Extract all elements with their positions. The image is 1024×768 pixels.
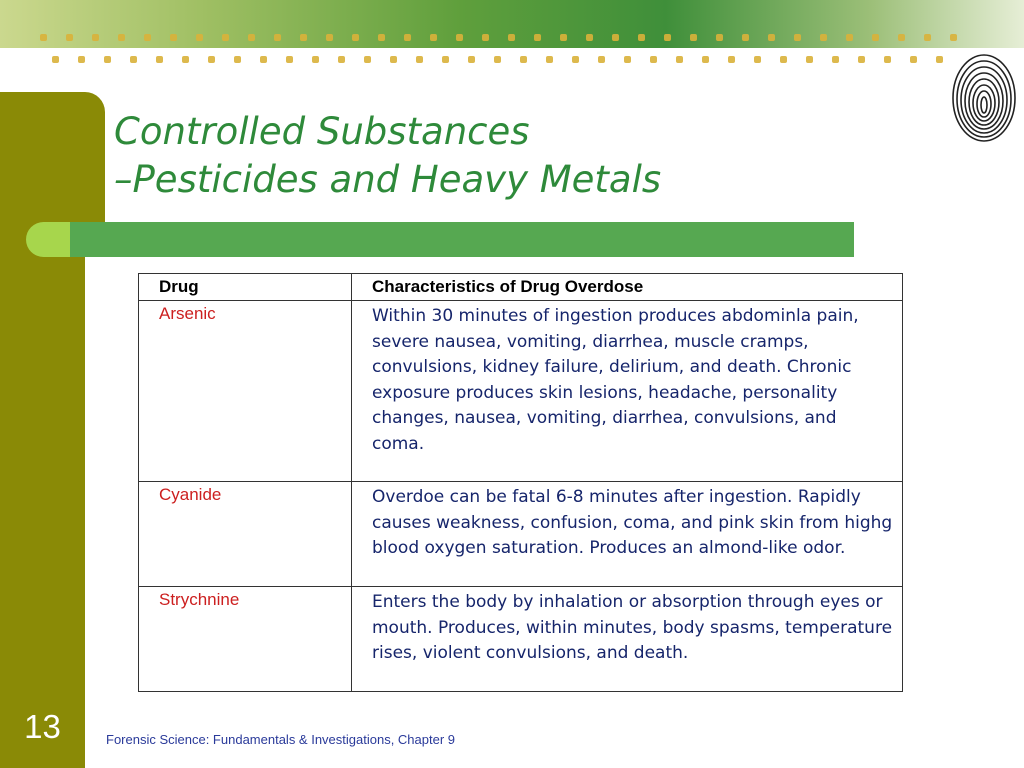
drug-name: Strychnine bbox=[139, 587, 352, 692]
left-sidebar-cap bbox=[85, 92, 105, 222]
table-row bbox=[139, 587, 903, 692]
decorative-dot bbox=[92, 34, 99, 41]
decorative-dot bbox=[676, 56, 683, 63]
decorative-dot bbox=[702, 56, 709, 63]
decorative-dot bbox=[416, 56, 423, 63]
decorative-dot bbox=[456, 34, 463, 41]
decorative-dots bbox=[0, 0, 1024, 90]
decorative-dot bbox=[950, 34, 957, 41]
decorative-dot bbox=[104, 56, 111, 63]
decorative-dot bbox=[728, 56, 735, 63]
decorative-dot bbox=[390, 56, 397, 63]
decorative-dot bbox=[170, 34, 177, 41]
drug-overdose-table bbox=[138, 273, 903, 692]
decorative-dot bbox=[364, 56, 371, 63]
drug-description: Within 30 minutes of ingestion produces abdominla pain, severe nausea, vomiting, diarrhea, muscle cramps, convulsions, kidney failure, delirium, and death. Chronic exposure produces skin lesions, headache, personality changes, nausea, vomiting, diarrhea, convulsions, and coma. bbox=[352, 301, 903, 482]
decorative-dot bbox=[586, 34, 593, 41]
decorative-dot bbox=[560, 34, 567, 41]
decorative-dot bbox=[754, 56, 761, 63]
decorative-dot bbox=[52, 56, 59, 63]
table-row bbox=[139, 301, 903, 482]
decorative-dot bbox=[430, 34, 437, 41]
decorative-dot bbox=[820, 34, 827, 41]
footer-text: Forensic Science: Fundamentals & Investigations, Chapter 9 bbox=[106, 732, 456, 747]
decorative-dot bbox=[664, 34, 671, 41]
title-accent-bar bbox=[26, 222, 854, 257]
decorative-dot bbox=[260, 56, 267, 63]
decorative-dot bbox=[40, 34, 47, 41]
drug-description: Overdoe can be fatal 6-8 minutes after ingestion. Rapidly causes weakness, confusion, coma, and pink skin from highg blood oxygen saturation. Produces an almond-like odor. bbox=[352, 482, 903, 587]
decorative-dot bbox=[716, 34, 723, 41]
decorative-dot bbox=[650, 56, 657, 63]
drug-name: Cyanide bbox=[139, 482, 352, 587]
decorative-dot bbox=[780, 56, 787, 63]
decorative-dot bbox=[534, 34, 541, 41]
decorative-dot bbox=[624, 56, 631, 63]
decorative-dot bbox=[182, 56, 189, 63]
decorative-dot bbox=[312, 56, 319, 63]
decorative-dot bbox=[936, 56, 943, 63]
slide-title-line-2: –Pesticides and Heavy Metals bbox=[114, 158, 662, 201]
slide-number: 13 bbox=[24, 708, 61, 745]
decorative-dot bbox=[832, 56, 839, 63]
decorative-dot bbox=[66, 34, 73, 41]
table-row bbox=[139, 482, 903, 587]
decorative-dot bbox=[130, 56, 137, 63]
decorative-dot bbox=[598, 56, 605, 63]
table-header-row bbox=[139, 274, 903, 301]
decorative-dot bbox=[794, 34, 801, 41]
decorative-dot bbox=[144, 34, 151, 41]
decorative-dot bbox=[846, 34, 853, 41]
decorative-dot bbox=[612, 34, 619, 41]
decorative-dot bbox=[898, 34, 905, 41]
decorative-dot bbox=[910, 56, 917, 63]
decorative-dot bbox=[494, 56, 501, 63]
decorative-dot bbox=[508, 34, 515, 41]
decorative-dot bbox=[442, 56, 449, 63]
decorative-dot bbox=[690, 34, 697, 41]
decorative-dot bbox=[286, 56, 293, 63]
accent-bar-fill bbox=[70, 222, 854, 257]
table-header-drug: Drug bbox=[139, 274, 352, 301]
decorative-dot bbox=[742, 34, 749, 41]
decorative-dot bbox=[924, 34, 931, 41]
decorative-dot bbox=[196, 34, 203, 41]
drug-description: Enters the body by inhalation or absorption through eyes or mouth. Produces, within minutes, body spasms, temperature rises, violent convulsions, and death. bbox=[352, 587, 903, 692]
decorative-dot bbox=[208, 56, 215, 63]
decorative-dot bbox=[638, 34, 645, 41]
decorative-dot bbox=[520, 56, 527, 63]
slide-title bbox=[114, 108, 874, 204]
left-sidebar bbox=[0, 92, 85, 768]
decorative-dot bbox=[468, 56, 475, 63]
decorative-dot bbox=[300, 34, 307, 41]
drug-name: Arsenic bbox=[139, 301, 352, 482]
decorative-dot bbox=[768, 34, 775, 41]
decorative-dot bbox=[352, 34, 359, 41]
decorative-dot bbox=[156, 56, 163, 63]
slide-title-line-1: Controlled Substances bbox=[114, 110, 530, 153]
decorative-dot bbox=[326, 34, 333, 41]
decorative-dot bbox=[338, 56, 345, 63]
decorative-dot bbox=[872, 34, 879, 41]
table-header-characteristics: Characteristics of Drug Overdose bbox=[352, 274, 903, 301]
decorative-dot bbox=[572, 56, 579, 63]
decorative-dot bbox=[222, 34, 229, 41]
decorative-dot bbox=[118, 34, 125, 41]
decorative-dot bbox=[78, 56, 85, 63]
decorative-dot bbox=[274, 34, 281, 41]
decorative-dot bbox=[546, 56, 553, 63]
decorative-dot bbox=[248, 34, 255, 41]
decorative-dot bbox=[234, 56, 241, 63]
decorative-dot bbox=[482, 34, 489, 41]
decorative-dot bbox=[378, 34, 385, 41]
accent-pill bbox=[26, 222, 70, 257]
decorative-dot bbox=[806, 56, 813, 63]
decorative-dot bbox=[884, 56, 891, 63]
decorative-dot bbox=[858, 56, 865, 63]
decorative-dot bbox=[404, 34, 411, 41]
fingerprint-icon bbox=[950, 52, 1018, 144]
